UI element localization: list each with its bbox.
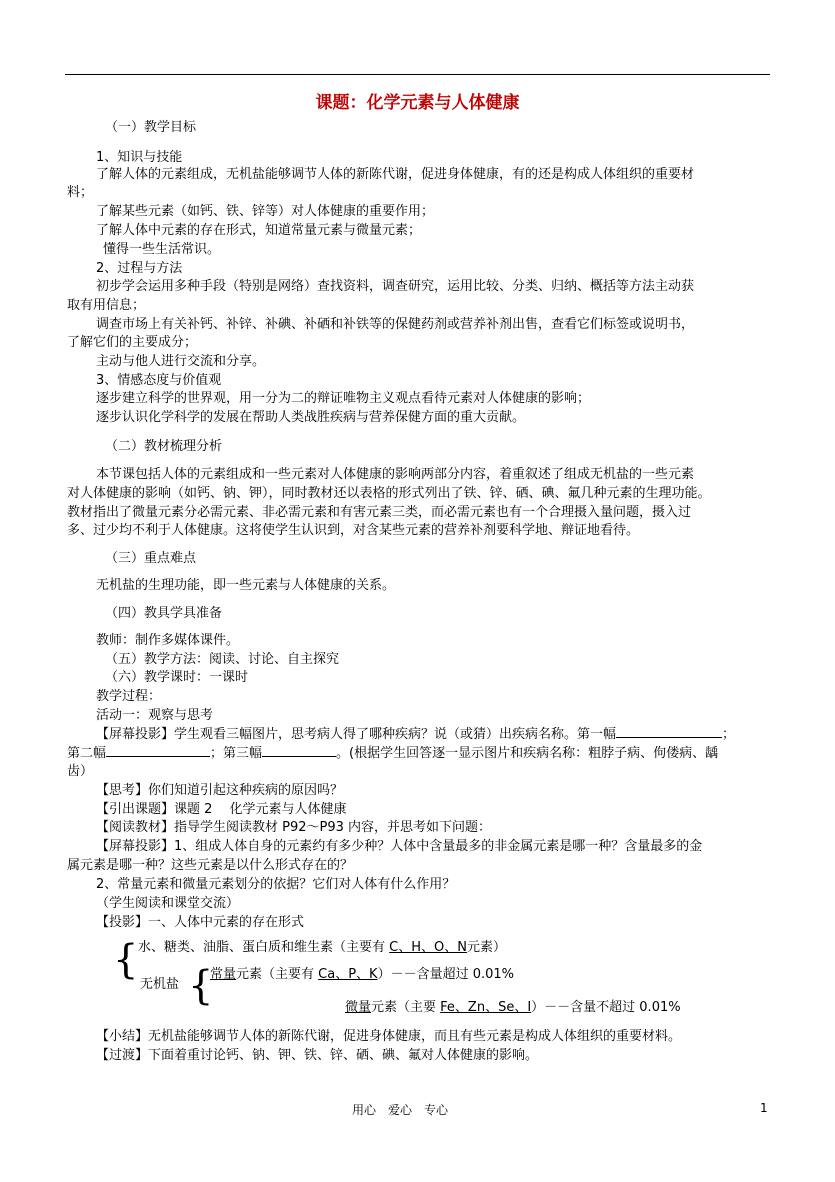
text-span: ）－－含量超过 0.01% xyxy=(377,967,515,982)
classification-line xyxy=(345,998,681,1018)
left-brace: { xyxy=(113,937,139,983)
text-line: 【投影】一、人体中元素的存在形式 xyxy=(96,915,305,930)
text-line xyxy=(67,743,718,764)
text-line: 【小结】无机盐能够调节人体的新陈代谢，促进身体健康，而且有些元素是构成人体组织的重要材料。 xyxy=(96,1029,682,1044)
term: 微量 xyxy=(345,1000,372,1015)
answer-blank[interactable] xyxy=(106,743,210,757)
page-title: 课题：化学元素与人体健康 xyxy=(315,93,520,113)
text-line: 主动与他人进行交流和分享。 xyxy=(96,354,266,369)
text-line: 初步学会运用多种手段（特别是网络）查找资料，调查研究，运用比较、分类、归纳、概括等方法主动获 xyxy=(96,279,695,294)
text-line: 多、过少均不利于人体健康。这将使学生认识到，对含某些元素的营养补剂要科学地、辩证地看待。 xyxy=(67,523,640,538)
classification-label: 无机盐 xyxy=(140,977,180,992)
subheading: 3、情感态度与价值观 xyxy=(96,373,222,388)
text-line: 齿） xyxy=(67,764,94,779)
text-line: 2、常量元素和微量元素划分的依据？它们对人体有什么作用？ xyxy=(96,877,456,892)
text-line xyxy=(96,724,735,745)
text-line: （六）教学课时：一课时 xyxy=(105,670,249,685)
text-line: 【阅读教材】指导学生阅读教材 P92～P93 内容，并思考如下问题： xyxy=(96,820,492,835)
text-line: 教师：制作多媒体课件。 xyxy=(96,633,240,648)
answer-blank[interactable] xyxy=(616,724,722,738)
text-line: 【思考】你们知道引起这种疾病的原因吗？ xyxy=(96,783,344,798)
text-span: ；第三幅 xyxy=(210,746,263,761)
text-line: 【屏幕投影】1、组成人体自身的元素约有多少种？人体中含量最多的非金属元素是哪一种？含量最多的金 xyxy=(96,839,703,854)
section-heading-3: （三）重点难点 xyxy=(105,551,197,566)
text-span: 元素（主要 xyxy=(371,1000,441,1015)
text-line: （五）教学方法：阅读、讨论、自主探究 xyxy=(105,652,340,667)
inner-brace: { xyxy=(188,963,214,1009)
text-span: 元素） xyxy=(466,940,506,955)
text-span: ）－－含量不超过 0.01% xyxy=(531,1000,681,1015)
section-heading-4: （四）教具学具准备 xyxy=(105,606,223,621)
header-rule xyxy=(65,74,770,75)
answer-blank[interactable] xyxy=(262,743,336,757)
text-line: 调查市场上有关补钙、补锌、补碘、补硒和补铁等的保健药剂或营养补剂出售，查看它们标签或说明书， xyxy=(96,317,695,332)
text-line: 料； xyxy=(67,185,94,200)
footer-text: 用心 爱心 专心 xyxy=(352,1103,449,1117)
text-line: 属元素是哪一种？这些元素是以什么形式存在的？ xyxy=(67,858,354,873)
page-number: 1 xyxy=(760,1101,768,1115)
text-line: 取有用信息； xyxy=(67,298,146,313)
element-list: C、H、O、N xyxy=(389,940,467,955)
text-line: 了解人体中元素的存在形式，知道常量元素与微量元素； xyxy=(96,223,422,238)
text-line: 教材指出了微量元素分必需元素、非必需元素和有害元素三类，而必需元素也有一个合理摄入量问题，摄入过 xyxy=(67,505,692,520)
text-line: 活动一：观察与思考 xyxy=(96,708,214,723)
element-list: Fe、Zn、Se、I xyxy=(440,1000,532,1015)
subheading: 2、过程与方法 xyxy=(96,261,183,276)
text-line: 本节课包括人体的元素组成和一些元素对人体健康的影响两部分内容，着重叙述了组成无机盐的一些元素 xyxy=(96,467,695,482)
text-line: 【过渡】下面着重讨论钙、钠、钾、铁、锌、硒、碘、氟对人体健康的影响。 xyxy=(96,1048,539,1063)
text-line: 对人体健康的影响（如钙、钠、钾），同时教材还以表格的形式列出了铁、锌、硒、碘、氟几种元素的生理功能。 xyxy=(67,486,711,501)
text-line: 无机盐的生理功能，即一些元素与人体健康的关系。 xyxy=(96,578,396,593)
text-line: （学生阅读和课堂交流） xyxy=(96,896,240,911)
text-span: 第二幅 xyxy=(67,746,107,761)
section-heading-1: （一）教学目标 xyxy=(105,120,197,135)
term: 常量 xyxy=(210,967,237,982)
text-span: 。(根据学生回答逐一显示图片和疾病名称：粗脖子病、佝偻病、龋 xyxy=(336,746,719,761)
text-span: ； xyxy=(722,727,736,742)
classification-line xyxy=(210,965,514,985)
text-line: 了解它们的主要成分； xyxy=(67,335,198,350)
text-line: 了解某些元素（如钙、铁、锌等）对人体健康的重要作用； xyxy=(96,204,435,219)
element-list: Ca、P、K xyxy=(318,967,378,982)
text-line: 教学过程： xyxy=(96,689,162,704)
text-span: 水、糖类、油脂、蛋白质和维生素（主要有 xyxy=(138,940,390,955)
subheading: 1、知识与技能 xyxy=(96,150,183,165)
text-span: 【屏幕投影】学生观看三幅图片，思考病人得了哪种疾病？说（或猜）出疾病名称。第一幅 xyxy=(96,727,617,742)
text-line: 【引出课题】课题 2 化学元素与人体健康 xyxy=(96,802,347,817)
text-line: 了解人体的元素组成，无机盐能够调节人体的新陈代谢，促进身体健康，有的还是构成人体组织的重要材 xyxy=(96,167,695,182)
classification-line xyxy=(138,938,506,958)
text-line: 逐步建立科学的世界观，用一分为二的辩证唯物主义观点看待元素对人体健康的影响； xyxy=(96,391,591,406)
text-line: 逐步认识化学科学的发展在帮助人类战胜疾病与营养保健方面的重大贡献。 xyxy=(96,410,526,425)
text-line: 懂得一些生活常识。 xyxy=(103,242,221,257)
section-heading-2: （二）教材梳理分析 xyxy=(105,439,223,454)
text-span: 元素（主要有 xyxy=(236,967,319,982)
